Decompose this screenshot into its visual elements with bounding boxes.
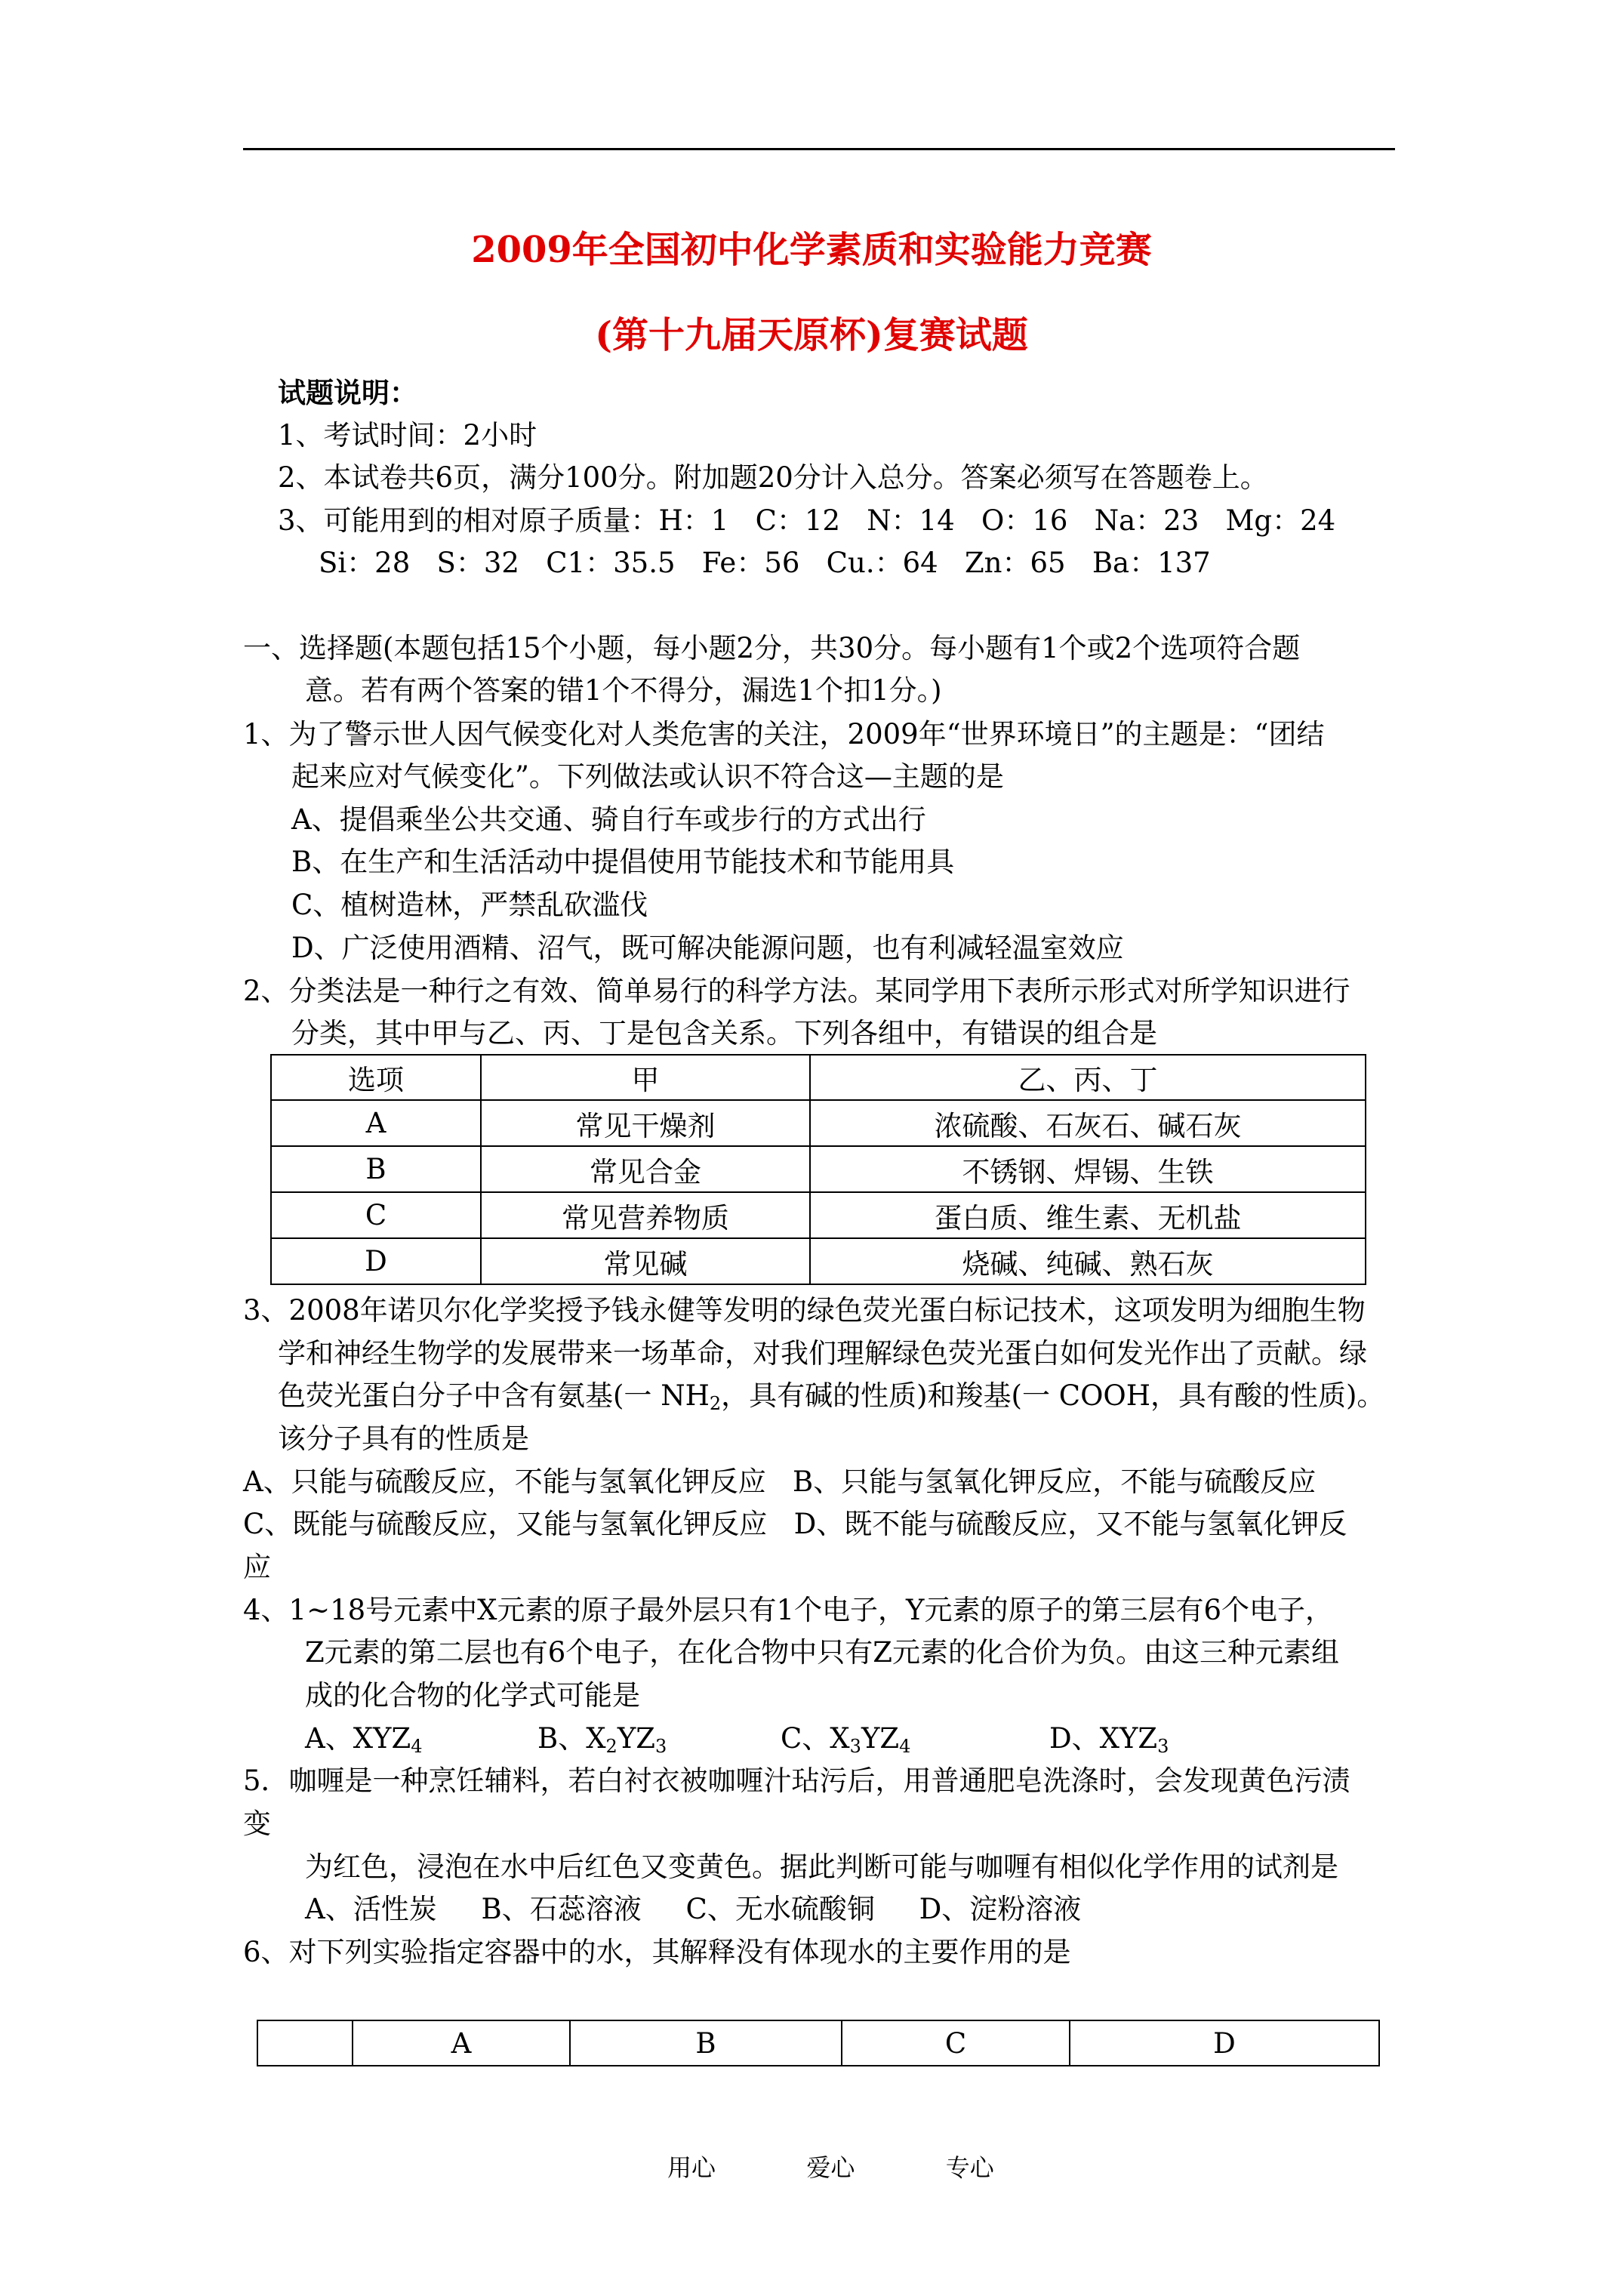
- question-5-cont: 为红色，浸泡在水中后红色又变黄色。据此判断可能与咖喱有相似化学作用的试剂是: [305, 1851, 1338, 1883]
- q4-option-d: D、$XYZ_3$: [1049, 1722, 1169, 1757]
- q4-option-a: A、$XYZ_4$: [305, 1722, 423, 1757]
- question-1-cont: 起来应对气候变化”。下列做法或认识不符合这—主题的是: [291, 760, 1004, 793]
- table-header: A: [353, 2020, 570, 2066]
- q5-options: A、活性炭 B、石蕊溶液 C、无水硫酸铜 D、淀粉溶液: [305, 1893, 1082, 1925]
- question-4: 4、1~18号元素中X元素的原子最外层只有1个电子，Y元素的原子的第三层有6个电子，: [243, 1594, 1334, 1626]
- instruction-item: 3、可能用到的相对原子质量：H：1 C：12 N：14 O：16 Na：23 Mg：24: [278, 504, 1336, 537]
- table-cell: 常见碱: [481, 1238, 810, 1284]
- page-subtitle: (第十九届天原杯)复赛试题: [595, 314, 1028, 356]
- table-cell: C: [271, 1192, 481, 1238]
- table-cell: 常见合金: [481, 1146, 810, 1192]
- question-3-cont: 学和神经生物学的发展带来一场革命，对我们理解绿色荧光蛋白如何发光作出了贡献。绿: [278, 1337, 1367, 1370]
- table-header: 选项: [271, 1055, 481, 1100]
- table-cell: 常见营养物质: [481, 1192, 810, 1238]
- instruction-item: 2、本试卷共6页，满分100分。附加题20分计入总分。答案必须写在答题卷上。: [278, 461, 1268, 494]
- table-row: [271, 1146, 1366, 1192]
- question-2-cont: 分类，其中甲与乙、丙、丁是包含关系。下列各组中，有错误的组合是: [291, 1017, 1157, 1049]
- table-cell: B: [271, 1146, 481, 1192]
- instruction-item: 1、考试时间：2小时: [278, 419, 537, 451]
- q4-option-b: B、$X_2YZ_3$: [537, 1722, 667, 1757]
- section-heading: 一、选择题(本题包括15个小题，每小题2分，共30分。每小题有1个或2个选项符合题: [243, 632, 1301, 664]
- page-title: 2009年全国初中化学素质和实验能力竞赛: [471, 229, 1152, 271]
- table-header: 乙、丙、丁: [810, 1055, 1366, 1100]
- table-cell: A: [271, 1100, 481, 1146]
- q1-option-d: D、广泛使用酒精、沼气，既可解决能源问题，也有利减轻温室效应: [291, 932, 1124, 964]
- table-header: B: [570, 2020, 842, 2066]
- question-4-cont: Z元素的第二层也有6个电子，在化合物中只有Z元素的化合价为负。由这三种元素组: [305, 1636, 1339, 1669]
- question-2: 2、分类法是一种行之有效、简单易行的科学方法。某同学用下表所示形式对所学知识进行: [243, 975, 1350, 1007]
- table-header: 甲: [481, 1055, 810, 1100]
- classification-table: [270, 1054, 1366, 1285]
- table-header: C: [842, 2020, 1070, 2066]
- q1-option-a: A、提倡乘坐公共交通、骑自行车或步行的方式出行: [291, 803, 926, 836]
- footer-text: 专心: [945, 2153, 994, 2182]
- question-5-cont: 变: [243, 1808, 271, 1840]
- instruction-item: Si：28 S：32 C1：35.5 Fe：56 Cu.：64 Zn：65 Ba：137: [319, 547, 1211, 579]
- question-3: 3、2008年诺贝尔化学奖授予钱永健等发明的绿色荧光蛋白标记技术，这项发明为细胞生物: [243, 1294, 1366, 1327]
- table-cell: 浓硫酸、石灰石、碱石灰: [810, 1100, 1366, 1146]
- table-row: [271, 1100, 1366, 1146]
- q3-options-row: 应: [243, 1551, 271, 1583]
- top-rule: [243, 148, 1395, 150]
- q3-options-row: C、既能与硫酸反应，又能与氢氧化钾反应 D、既不能与硫酸反应，又不能与氢氧化钾反: [243, 1508, 1347, 1540]
- table-cell: 烧碱、纯碱、熟石灰: [810, 1238, 1366, 1284]
- instructions-heading: 试题说明：: [278, 376, 417, 409]
- table-header: D: [1070, 2020, 1379, 2066]
- table-row: [271, 1238, 1366, 1284]
- question-3-cont: 该分子具有的性质是: [278, 1422, 529, 1455]
- table-cell: 蛋白质、维生素、无机盐: [810, 1192, 1366, 1238]
- table-cell: D: [271, 1238, 481, 1284]
- question-6: 6、对下列实验指定容器中的水，其解释没有体现水的主要作用的是: [243, 1936, 1071, 1968]
- question-5: 5．咖喱是一种烹饪辅料，若白衬衣被咖喱汁玷污后，用普通肥皂洗涤时，会发现黄色污渍: [243, 1764, 1350, 1797]
- footer-text: 爱心: [806, 2153, 855, 2182]
- question-1: 1、为了警示世人因气候变化对人类危害的关注，2009年“世界环境日”的主题是：“团结: [243, 718, 1325, 750]
- page-footer: [667, 2149, 994, 2184]
- footer-text: 用心: [667, 2153, 716, 2182]
- table-row: [271, 1192, 1366, 1238]
- table-cell: 不锈钢、焊锡、生铁: [810, 1146, 1366, 1192]
- q4-option-c: C、$X_3YZ_4$: [781, 1722, 911, 1757]
- question-4-cont: 成的化合物的化学式可能是: [305, 1679, 640, 1712]
- q1-option-b: B、在生产和生活活动中提倡使用节能技术和节能用具: [291, 846, 955, 878]
- table-cell: 常见干燥剂: [481, 1100, 810, 1146]
- q6-table: [257, 2020, 1380, 2066]
- q1-option-c: C、植树造林，严禁乱砍滥伐: [291, 889, 648, 921]
- section-note: 意。若有两个答案的错1个不得分，漏选1个扣1分。): [305, 674, 942, 707]
- table-header: [257, 2020, 353, 2066]
- q3-options-row: A、只能与硫酸反应，不能与氢氧化钾反应 B、只能与氢氧化钾反应，不能与硫酸反应: [243, 1465, 1317, 1498]
- question-3-cont: 色荧光蛋白分子中含有氨基(一 $NH_2$，具有碱的性质)和羧基(一 COOH，具有酸的性质)。: [278, 1379, 1385, 1414]
